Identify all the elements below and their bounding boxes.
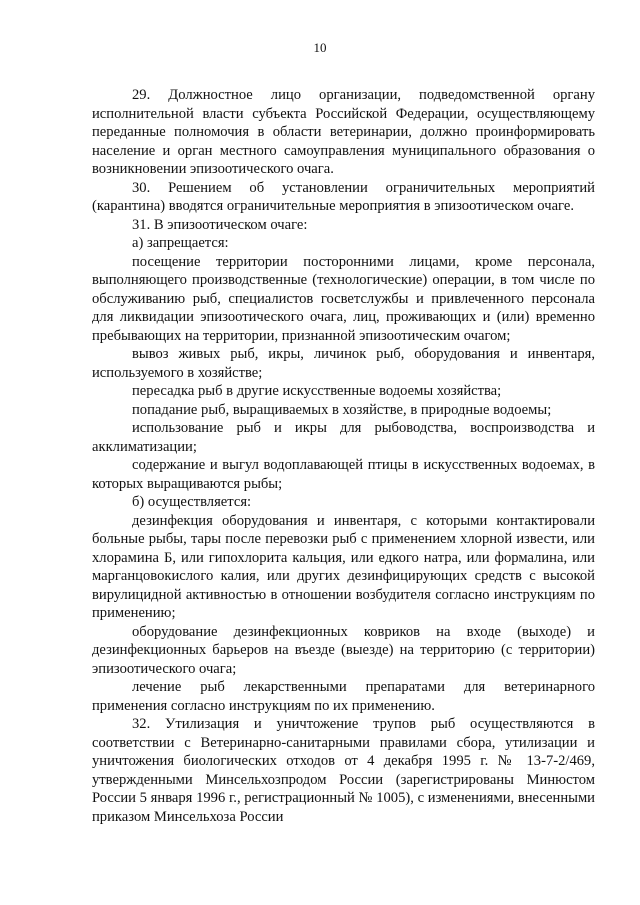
- list-item: содержание и выгул водоплавающей птицы в искусственных водоемах, в которых выращиваются рыбы;: [92, 457, 595, 492]
- list-item: попадание рыб, выращиваемых в хозяйстве, в природные водоемы;: [132, 401, 552, 418]
- subheading-b: б) осуществляется:: [132, 494, 252, 510]
- list-item: использование рыб и икры для рыбоводства, воспроизводства и акклиматизации;: [92, 420, 595, 455]
- paragraph-32: 32. Утилизация и уничтожение трупов рыб осуществляются в соответствии с Ветеринарно-санитарными правилами сбора, утилизации и уничтожения биологических отходов от 4 декабря 1995 г. № 13-7-2/469, утвержденными Минсельхозпродом России (зарегистрированы Минюстом России 5 января 1996 г., регистрационный № 1005), с изменениями, внесенными приказом Минсельхоза России: [92, 716, 595, 825]
- list-item: лечение рыб лекарственными препаратами для ветеринарного применения согласно инструкциям по их применению.: [92, 679, 595, 714]
- list-item: оборудование дезинфекционных ковриков на входе (выходе) и дезинфекционных барьеров на въезде (выезде) на территорию (с территории) эпизоотического очага;: [92, 623, 595, 677]
- list-item: вывоз живых рыб, икры, личинок рыб, оборудования и инвентаря, используемого в хозяйстве;: [92, 346, 595, 381]
- page-number: 10: [313, 40, 327, 55]
- paragraph-29: 29. Должностное лицо организации, подведомственной органу исполнительной власти субъекта Российской Федерации, осуществляющему переданные полномочия в области ветеринарии, должно проинформировать население и орган местного самоуправления муниципального образования о возникновении эпизоотического очага.: [92, 87, 595, 177]
- subheading-a: а) запрещается:: [132, 235, 229, 251]
- paragraph-31: 31. В эпизоотическом очаге:: [132, 216, 308, 233]
- list-item: посещение территории посторонними лицами, кроме персонала, выполняющего производственные (технологические) операции, в том числе по обслуживанию рыб, специалистов госветслужбы и привлеченного персонала для ликвидации эпизоотического очага, лиц, проживающих и (или) временно пребывающих на территории, признанной эпизоотическим очагом;: [92, 253, 595, 344]
- document-body: [92, 86, 595, 826]
- paragraph-30: 30. Решением об установлении ограничительных мероприятий (карантина) вводятся ограничительные мероприятия в эпизоотическом очаге.: [92, 179, 595, 214]
- list-item: дезинфекция оборудования и инвентаря, с которыми контактировали больные рыбы, тары после перевозки рыб с применением хлорной извести, или хлорамина Б, или гипохлорита кальция, или едкого натра, или формалина, или марганцовокислого калия, или других дезинфицирующих средств с высокой вирулицидной активностью в отношении возбудителя согласно инструкциям по применению;: [92, 512, 595, 621]
- list-item: пересадка рыб в другие искусственные водоемы хозяйства;: [132, 383, 502, 399]
